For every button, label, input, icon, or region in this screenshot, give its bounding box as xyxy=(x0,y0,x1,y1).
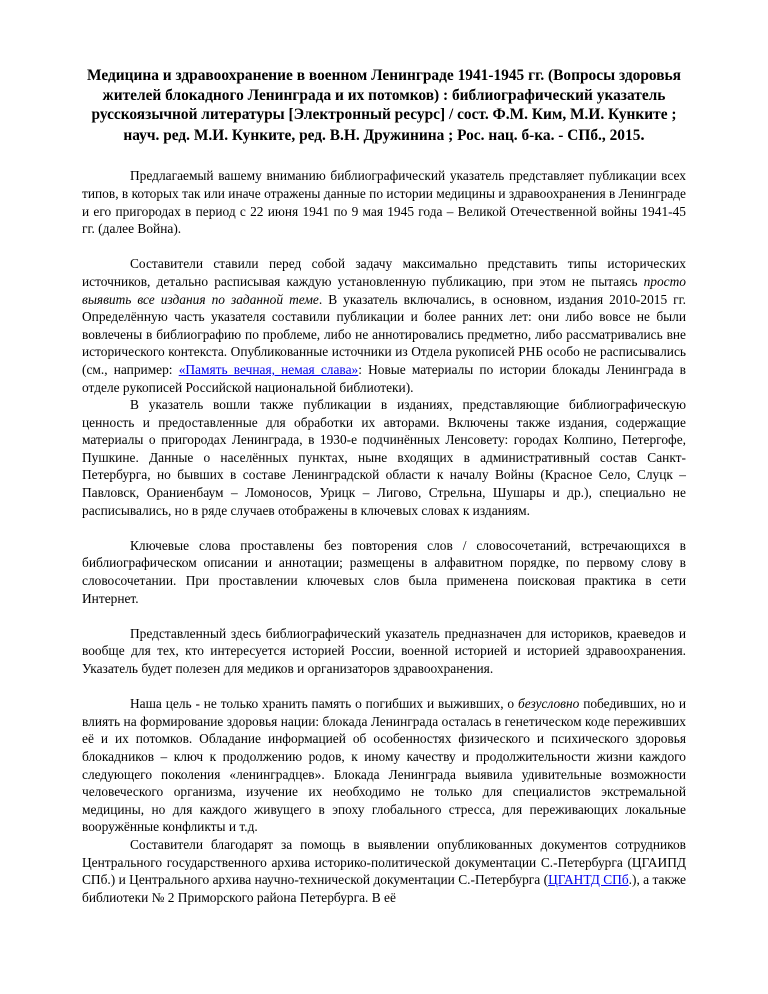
title-text: Медицина и здравоохранение в военном Ленинграде 1941-1945 гг. (Вопросы здоровья жителей блокадного Ленинграда и их потомков) : библиографический указатель русскоязычной литературы [Электронный ресурс] / сост. Ф.М. Ким, М.И. Кунките ; науч. ред. М.И. Кунките, ред. В.Н. Дружинина ; Рос. нац. б-ка. - СПб., 2015 xyxy=(87,67,681,144)
p2-text-b: . В указатель включались, в основном, издания 2010-2015 гг. Определённую часть указателя составили публикации и более ранних лет: они либо вовсе не были вовлечены в библиографию по проблеме, либо не аннотировались предметно, либо рассматривались вне исторического контекста. Опубликованные источники из Отдела рукописей РНБ особо не расписывались (см., например: xyxy=(82,291,687,377)
paragraph-gap xyxy=(82,519,686,537)
paragraph-keywords: Ключевые слова проставлены без повторения слов / словосочетаний, встречающихся в библиографическом описании и аннотации; размещены в алфавитном порядке, по первому слову в словосочетании. При проставлении ключевых слов была применена поисковая практика в сети Интернет. xyxy=(82,537,686,606)
cgantd-link[interactable]: ЦГАНТД СПб xyxy=(548,872,629,888)
paragraph-intro: Предлагаемый вашему вниманию библиографический указатель представляет публикации всех типов, в которых так или иначе отражены данные по истории медицины и здравоохранения в Ленинграде и его пригородах в период с 22 июня 1941 по 9 мая 1945 года – Великой Отечественной войны 1941-45 гг. (далее Война). xyxy=(82,168,686,237)
paragraph-gap xyxy=(82,678,686,696)
p7-text-b: .), а также библиотеки № 2 Приморского района Петербурга. В её xyxy=(82,872,687,905)
paragraph-gap xyxy=(82,238,686,256)
p2-emphasis: просто выявить все издания по заданной теме xyxy=(82,273,686,307)
title-end: . xyxy=(640,124,645,144)
p6-text-b: победивших, но и влиять на формирование здоровья нации: блокада Ленинграда осталась в генетическом коде переживших её и их потомков. Обладание информацией об особенностях физического и психического здоровья блокадников – ключ к продолжению родов, к иному качеству и продолжительности жизни каждого следующего поколения «ленинградцев». Блокада Ленинграда выявила удивительные возможности человеческого организма, изучение их необходимо не только для специалистов экстремальной медицины, но для каждого живущего в эпоху глобального стресса, для переживающих локальные вооружённые конфликты и т.д. xyxy=(82,696,686,835)
p7-text-a: Составители благодарят за помощь в выявлении опубликованных документов сотрудников Центрального государственного архива историко-политической документации С.-Петербурга (ЦГАИПД СПб.) и Центрального архива научно-технической документации С.-Петербурга ( xyxy=(82,836,686,888)
pamyat-vechnaya-link[interactable]: «Память вечная, немая слава» xyxy=(178,361,359,377)
p6-text-a: Наша цель - не только хранить память о погибших и выживших, о xyxy=(130,696,518,712)
paragraph-audience: Представленный здесь библиографический указатель предназначен для историков, краеведов и вообще для тех, кто интересуется историей России, военной историей и историей здравоохранения. Указатель будет полезен для медиков и организаторов здравоохранения. xyxy=(82,625,686,676)
p6-emphasis: безусловно xyxy=(517,696,580,712)
document-title xyxy=(82,66,686,145)
paragraph-goal xyxy=(82,695,686,836)
paragraph-compilers-task xyxy=(82,255,686,396)
p2-text-c: : Новые материалы по истории блокады Ленинграда в отделе рукописей Российской национальной библиотеки). xyxy=(82,361,686,395)
p2-text-a: Составители ставили перед собой задачу максимально представить типы исторических источников, детально расписывая каждую установленную публикацию, при этом не пытаясь xyxy=(82,256,686,289)
paragraph-gap xyxy=(82,607,686,625)
paragraph-included-publications: В указатель вошли также публикации в изданиях, представляющие библиографическую ценность и предоставленные для обработки их авторами. Включены также издания, содержащие материалы о пригородах Ленинграда, в 1930-е подчинённых Ленсовету: городах Колпино, Петергофе, Пушкине. Данные о населённых пунктах, ныне входящих в административный состав Санкт-Петербурга, но бывших в составе Ленинградской области к началу Войны (Красное Село, Слуцк – Павловск, Ораниенбаум – Ломоносов, Урицк – Лигово, Стрельна, Шушары и др.), специально не расписывались, но в ряде случаев отображены в ключевых словах к изданиям. xyxy=(82,397,686,518)
paragraph-acknowledgements xyxy=(82,836,686,906)
